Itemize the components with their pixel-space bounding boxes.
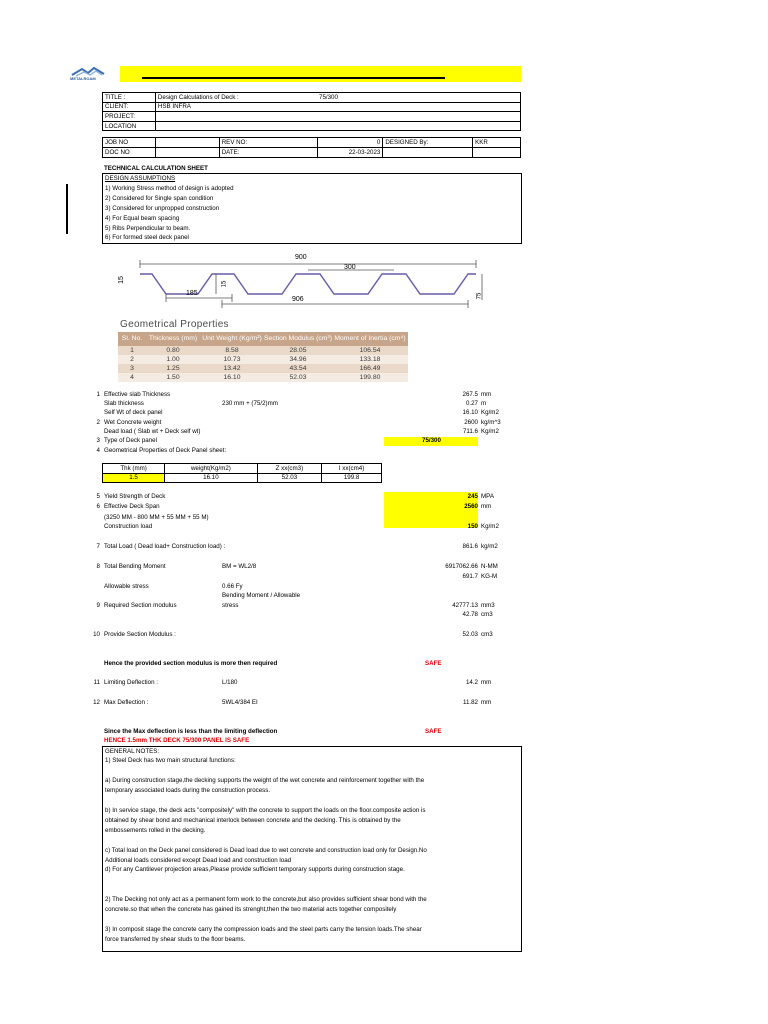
bending-moment-label: Total Bending Moment: [104, 563, 166, 570]
note-line: temporary associated loads during the construction process.: [105, 787, 271, 794]
limiting-deflection-label: Limiting Deflection :: [104, 679, 158, 686]
dim-75: 75: [476, 292, 483, 300]
note-line: concrete.so that when the concrete has gained its strenght,then the two material acts together compositely: [105, 906, 397, 913]
thk-header: Thk (mm): [103, 464, 165, 474]
span-value: 2560: [464, 503, 478, 510]
final-conclusion: HENCE 1.5mm THK DECK 75/300 PANEL IS SAFE: [104, 737, 250, 744]
revno-value: 0: [317, 138, 383, 148]
assumption-item: 4) For Equal beam spacing: [105, 215, 180, 222]
bending-moment-value: 6917062.66: [445, 563, 478, 570]
item-no: 8: [96, 563, 100, 570]
project-label: PROJECT:: [103, 112, 156, 122]
sheet-title: TECHNICAL CALCULATION SHEET: [104, 165, 208, 172]
unit: cm3: [481, 611, 493, 618]
unit: KG-M: [481, 573, 498, 580]
thickness-table: [102, 463, 382, 483]
slab-thickness-label: Slab thickness: [104, 400, 144, 407]
location-label: LOCATION: [103, 121, 156, 131]
max-deflection-label: Max Deflection :: [104, 699, 149, 706]
note-line: embossements rolled in the decking.: [105, 827, 206, 834]
geo-header-cell: Unit Weight (Kg/m²): [202, 335, 262, 342]
geo-header-cell: Sl. No.: [121, 335, 143, 342]
note-line: Additional loads considered except Dead load and construction load: [105, 857, 292, 864]
item-no: 12: [93, 699, 100, 706]
construction-load-value: 150: [467, 523, 478, 530]
weight-value: 16.10: [165, 473, 258, 483]
assumption-item: 5) Ribs Perpendicular to beam.: [105, 225, 191, 232]
bending-moment-formula: BM = WL2/8: [222, 563, 257, 570]
assumptions-heading: DESIGN ASSUMPTIONS: [105, 175, 176, 182]
dim-185: 185: [186, 290, 198, 297]
note-line: d) For any Cantilever projection areas,Please provide sufficient temporary supports during construction stage.: [105, 866, 405, 873]
thk-value: 1.5: [103, 473, 165, 483]
max-deflection-formula: 5WL4/384 EI: [222, 699, 258, 706]
limiting-deflection-value: 14.2: [465, 679, 478, 686]
dim-15-mid: 15: [221, 280, 228, 288]
geo-row: 4 1.50 16.10 52.03 199.80: [118, 373, 408, 382]
bending-moment-kgm: 691.7: [462, 573, 478, 580]
allowable-stress-label: Allowable stress: [104, 583, 149, 590]
wet-concrete-value: 2600: [464, 419, 478, 426]
yield-label: Yield Strength of Deck: [104, 493, 166, 500]
deck-code: 75/300: [317, 93, 521, 103]
unit: mm: [481, 679, 492, 686]
docno-value: [155, 147, 219, 157]
item-no: 2: [96, 419, 100, 426]
unit: Kg/m2: [481, 428, 499, 435]
item-no: 3: [96, 437, 100, 444]
provide-modulus-label: Provide Section Modulus :: [104, 631, 176, 638]
project-value: [155, 112, 520, 122]
self-wt-value: 16.10: [462, 409, 478, 416]
section-modulus-formula-b: stress: [222, 602, 239, 609]
note-line: 1) Steel Deck has two main structural functions:: [105, 757, 236, 764]
geo-title: Geometrical Properties: [120, 319, 229, 330]
item-no: 9: [96, 602, 100, 609]
title-banner: [120, 66, 521, 82]
safe-label-1: SAFE: [425, 660, 442, 667]
unit: N-MM: [481, 563, 498, 570]
geo-row: 2 1.00 10.73 34.96 133.18: [118, 355, 408, 364]
geo-props-label: Geometrical Properties of Deck Panel sheet:: [104, 447, 227, 454]
blank-cell-2: [473, 147, 521, 157]
dim-15-left: 15: [117, 276, 125, 284]
span-formula: (3250 MM - 800 MM + 55 MM + 55 M): [104, 514, 209, 521]
deck-profile-drawing: [112, 250, 492, 310]
jobno-label: JOB NO: [103, 138, 156, 148]
section-modulus-cm3: 42.78: [462, 611, 478, 618]
dim-900: 900: [295, 254, 307, 261]
text-cursor-bar: [66, 184, 68, 234]
title-label: TITLE :: [103, 93, 156, 103]
wet-concrete-label: Wet Concrete weight: [104, 419, 162, 426]
allowable-stress-formula: 0.66 Fy: [222, 583, 243, 590]
item-no: 11: [93, 679, 100, 686]
self-wt-label: Self Wt of deck panel: [104, 409, 163, 416]
designed-value: KKR: [473, 138, 521, 148]
dead-load-label: Dead load ( Slab wt + Deck self wt): [104, 428, 201, 435]
note-line: 3) In composit stage the concrete carry the compression loads and the steel parts carry the tension loads.The shear: [105, 926, 422, 933]
note-line: 2) The Decking not only act as a permanent form work to the concrete,but also provides sufficient shear bond with the: [105, 896, 427, 903]
notes-heading: GENERAL NOTES:: [105, 748, 160, 755]
unit: mm: [481, 503, 492, 510]
geo-header-cell: Moment of Inertia (cm⁴): [334, 335, 406, 342]
construction-load-label: Construction load: [104, 523, 153, 530]
unit: Kg/m2: [481, 409, 499, 416]
geo-row: 3 1.25 13.42 43.54 166.49: [118, 364, 408, 373]
item-no: 4: [96, 447, 100, 454]
item-no: 6: [96, 503, 100, 510]
deflection-statement: Since the Max deflection is less than the limiting deflection: [104, 728, 278, 735]
section-modulus-formula-a: Bending Moment / Allowable: [222, 592, 301, 599]
slab-thickness-value: 0.27: [465, 400, 478, 407]
date-label: DATE:: [219, 147, 317, 157]
docno-label: DOC NO: [103, 147, 156, 157]
span-label: Effective Deck Span: [104, 503, 160, 510]
slab-thickness-formula: 230 mm + (75/2)mm: [222, 400, 278, 407]
location-value: [155, 121, 520, 131]
note-line: b) In service stage, the deck acts "compositely" with the concrete to support the loads on the floor.composite action is: [105, 807, 426, 814]
unit: Kg/m2: [481, 523, 499, 530]
title-value: Design Calculations of Deck :: [157, 93, 239, 101]
dim-300: 300: [344, 264, 356, 271]
thk-header: I xx(cm4): [322, 464, 382, 474]
geo-row: 1 0.80 8.58 28.05 106.54: [118, 346, 408, 355]
assumption-item: 6) For formed steel deck panel: [105, 234, 189, 241]
effective-slab-value: 267.5: [462, 391, 478, 398]
unit: mm: [481, 699, 492, 706]
item-no: 1: [96, 391, 100, 398]
item-no: 7: [96, 543, 100, 550]
banner-rule: [142, 77, 445, 79]
note-line: a) During construction stage,the decking supports the weight of the wet concrete and reinforcement together with the: [105, 777, 425, 784]
max-deflection-value: 11.82: [462, 699, 478, 706]
geo-header-cell: Thickness (mm): [148, 335, 198, 342]
limiting-deflection-formula: L/180: [222, 679, 238, 686]
date-value: 22-03-2023: [317, 147, 383, 157]
assumption-item: 2) Considered for Single span condition: [105, 195, 214, 202]
client-value: HSB INFRA: [155, 102, 520, 112]
ixx-value: 199.8: [322, 473, 382, 483]
unit: mm3: [481, 602, 495, 609]
assumption-item: 1) Working Stress method of design is adopted: [105, 185, 234, 192]
assumption-item: 3) Considered for unpropped construction: [105, 205, 220, 212]
zxx-value: 52.03: [257, 473, 321, 483]
unit: kg/m2: [481, 543, 498, 550]
effective-slab-label: Effective slab Thickness: [104, 391, 171, 398]
deck-type-label: Type of Deck panel: [104, 437, 157, 444]
revno-label: REV NO:: [219, 138, 317, 148]
thk-header: Z xx(cm3): [257, 464, 321, 474]
company-logo: [68, 66, 112, 82]
dead-load-value: 711.6: [462, 428, 478, 435]
header-spacer: [103, 131, 521, 138]
provide-modulus-value: 52.03: [462, 631, 478, 638]
safe-label-2: SAFE: [425, 728, 442, 735]
total-load-label: Total Load ( Dead load+ Construction load) :: [104, 543, 226, 550]
designed-label: DESIGNED By:: [383, 138, 473, 148]
item-no: 10: [93, 631, 100, 638]
client-label: CLIENT:: [103, 102, 156, 112]
thk-header: weight(Kg/m2): [165, 464, 258, 474]
note-line: c) Total load on the Deck panel considered is Dead load due to wet concrete and construction load only for Design.No: [105, 847, 427, 854]
section-modulus-label: Required Section modulus: [104, 602, 177, 609]
general-notes-box: [102, 746, 522, 952]
header-table: [102, 92, 521, 158]
unit: MPA: [481, 493, 494, 500]
geo-header-cell: Section Modulus (cm³): [264, 335, 332, 342]
jobno-value: [155, 138, 219, 148]
deck-type-value: 75/300: [422, 437, 441, 444]
blank-cell-1: [383, 147, 473, 157]
note-line: force transferred by shear studs to the floor beams.: [105, 936, 246, 943]
note-line: obtained by shear bond and mechanical interlock between concrete and the decking. This is obtained by the: [105, 817, 401, 824]
item-no: 5: [96, 493, 100, 500]
total-load-value: 861.6: [462, 543, 478, 550]
logo-text: METALROAM: [70, 76, 96, 81]
geo-table: [118, 332, 408, 382]
unit: cm3: [481, 631, 493, 638]
dim-906: 906: [292, 296, 304, 303]
unit: mm: [481, 391, 492, 398]
assumptions-box: [102, 173, 522, 244]
unit: m: [481, 400, 487, 407]
hence-modulus-statement: Hence the provided section modulus is more then required: [104, 660, 278, 667]
section-modulus-value: 42777.13: [452, 602, 478, 609]
yield-value: 245: [467, 493, 478, 500]
unit: kg/m^3: [481, 419, 501, 426]
